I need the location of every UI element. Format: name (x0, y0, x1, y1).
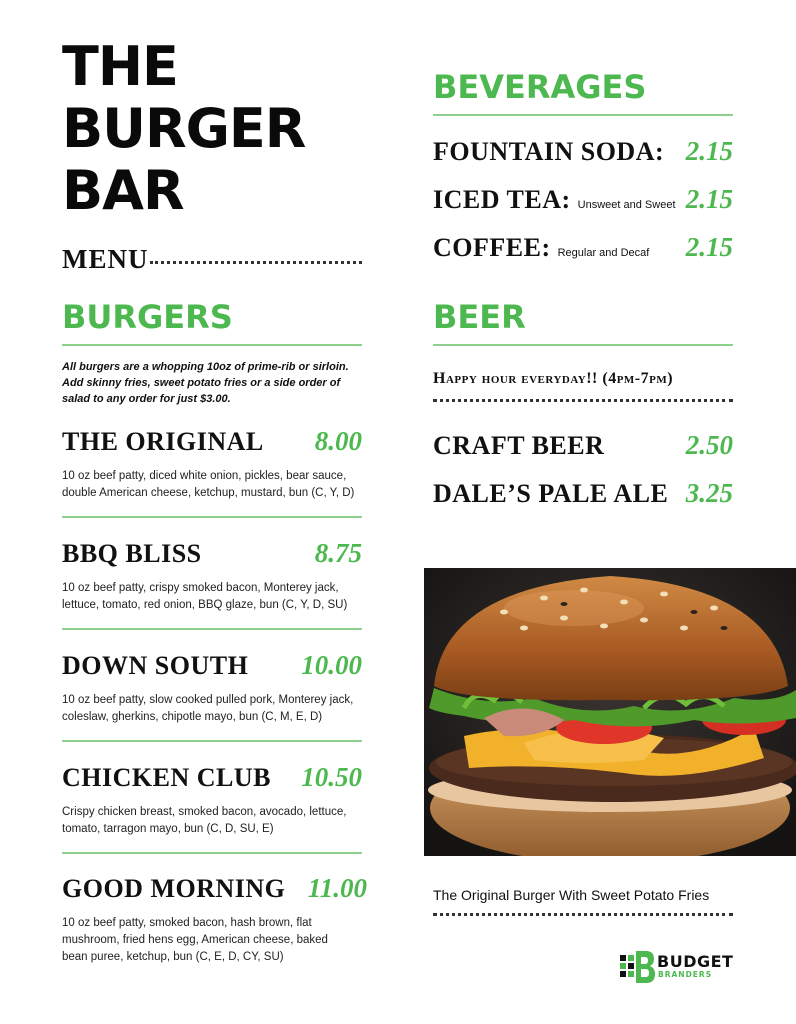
beer-item-price: 3.25 (685, 478, 733, 508)
beverage-item-price: 2.15 (685, 184, 733, 214)
burger-item-price: 8.75 (314, 538, 362, 568)
logo-subtitle: BRANDERS (658, 970, 713, 979)
beverage-item-note: Unsweet and Sweet (577, 199, 676, 211)
burger-item-name: CHICKEN CLUB (62, 763, 271, 792)
beverages-heading: BEVERAGES (433, 68, 647, 106)
title-line-1: THE (62, 35, 178, 98)
beverage-item-name: COFFEE: (433, 233, 551, 262)
burger-item-description: 10 oz beef patty, slow cooked pulled pork, Monterey jack, coleslaw, gherkins, chipotle mayo, bun (C, M, E, D) (62, 694, 354, 723)
burger-item-rule (62, 628, 362, 630)
beer-item-name: CRAFT BEER (433, 431, 605, 460)
burger-photo (424, 568, 796, 856)
burger-item-rule (62, 740, 362, 742)
burger-item-name: DOWN SOUTH (62, 651, 249, 680)
beverage-item-note: Regular and Decaf (557, 247, 650, 259)
burger-item-name: THE ORIGINAL (62, 427, 264, 456)
burger-item-name: BBQ BLISS (62, 539, 202, 568)
burger-item-description: 10 oz beef patty, diced white onion, pickles, bear sauce, double American cheese, ketchup, mustard, bun (C, Y, D) (62, 470, 355, 499)
beer-heading-rule (433, 344, 733, 346)
burger-item-name: GOOD MORNING (62, 874, 286, 903)
beverage-item-price: 2.15 (685, 232, 733, 262)
burger-item-rule (62, 516, 362, 518)
burgers-heading-rule (62, 344, 362, 346)
happy-hour-dotted-divider (433, 399, 733, 402)
restaurant-title (62, 36, 305, 222)
title-line-3: BAR (62, 159, 184, 222)
caption-dotted-divider (433, 913, 733, 916)
beer-heading: BEER (433, 298, 526, 336)
budget-branders-logo-icon (620, 949, 656, 985)
burger-item-description: 10 oz beef patty, crispy smoked bacon, Monterey jack, lettuce, tomato, red onion, BBQ glaze, bun (C, Y, D, SU) (62, 582, 348, 611)
budget-branders-logo (620, 949, 750, 985)
burger-item-price: 8.00 (314, 426, 362, 456)
photo-caption: The Original Burger With Sweet Potato Fries (433, 887, 710, 903)
beverage-item-name: ICED TEA: (433, 185, 571, 214)
beer-item-price: 2.50 (685, 430, 733, 460)
logo-wordmark: BUDGET (657, 952, 734, 971)
happy-hour-note: Happy hour everyday!! (4pm-7pm) (433, 370, 674, 387)
beverage-item (433, 137, 664, 167)
burger-item-price: 10.50 (301, 762, 362, 792)
burger-item-description: 10 oz beef patty, smoked bacon, hash brown, flat mushroom, fried hens egg, American cheese, baked bean puree, ketchup, bun (C, E, D, CY, SU) (62, 917, 328, 963)
title-line-2: BURGER (62, 97, 306, 160)
beer-item-name: DALE’S PALE ALE (433, 479, 669, 508)
burger-illustration (424, 568, 796, 856)
burger-item-price: 11.00 (307, 873, 367, 903)
burger-item-rule (62, 852, 362, 854)
menu-dotted-divider (150, 261, 362, 264)
burgers-intro: All burgers are a whopping 10oz of prime-rib or sirloin. Add skinny fries, sweet potato fries or a side order of salad to any order for just $3.00. (62, 361, 349, 405)
beverage-item-price: 2.15 (685, 136, 733, 166)
beverage-item (433, 233, 649, 263)
menu-label: MENU (62, 244, 149, 274)
beverage-item-name: FOUNTAIN SODA: (433, 137, 665, 166)
burger-item-description: Crispy chicken breast, smoked bacon, avocado, lettuce, tomato, tarragon mayo, bun (C, D, SU, E) (62, 806, 347, 835)
burger-item-price: 10.00 (301, 650, 362, 680)
beverages-heading-rule (433, 114, 733, 116)
burgers-heading: BURGERS (62, 298, 233, 336)
